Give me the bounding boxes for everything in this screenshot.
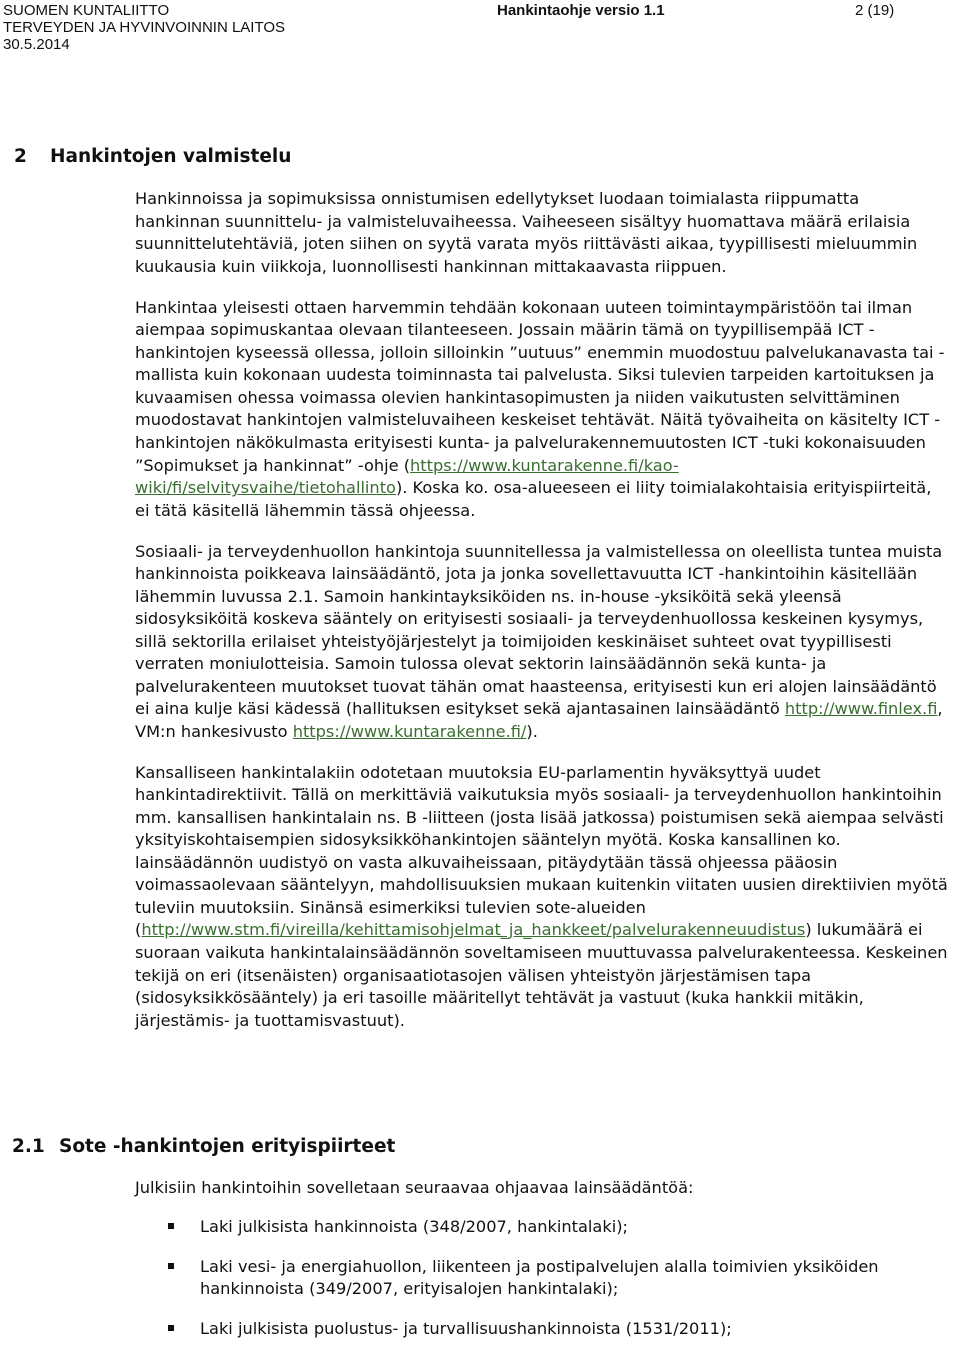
section-title: Hankintojen valmistelu <box>50 146 292 167</box>
square-bullet-icon <box>168 1325 174 1331</box>
legislation-intro: Julkisiin hankintoihin sovelletaan seuraavaa ohjaavaa lainsäädäntöä: <box>135 1178 694 1197</box>
page-header <box>0 0 960 58</box>
square-bullet-icon <box>168 1223 174 1229</box>
subsection-title: Sote -hankintojen erityispiirteet <box>59 1136 396 1157</box>
paragraph-2-text-b: ). Koska ko. osa-alueeseen ei liity toimialakohtaisia erityispiirteitä, ei tätä käsitellä lähemmin tässä ohjeessa. <box>135 478 932 520</box>
list-item-text: Laki julkisista puolustus- ja turvallisuushankinnoista (1531/2011); <box>200 1318 732 1338</box>
header-date: 30.5.2014 <box>3 36 70 53</box>
list-item-text: Laki vesi- ja energiahuollon, liikenteen ja postipalvelujen alalla toimivien yksiköiden hankinnoista (349/2007, erityisalojen hankintalaki); <box>200 1256 879 1299</box>
finlex-link[interactable]: http://www.finlex.fi <box>784 699 938 719</box>
section-number: 2 <box>14 146 27 167</box>
list-item <box>162 1318 942 1341</box>
section-heading-2 <box>14 146 291 168</box>
list-item <box>162 1256 942 1301</box>
main-body <box>135 188 949 1050</box>
header-page-number: 2 (19) <box>855 2 895 19</box>
header-doc-title: Hankintaohje versio 1.1 <box>497 2 665 19</box>
stm-link[interactable]: http://www.stm.fi/vireilla/kehittamisohjelmat_ja_hankkeet/palvelurakenneuudistus <box>141 920 806 940</box>
kuntarakenne-link[interactable]: https://www.kuntarakenne.fi/ <box>292 722 527 742</box>
paragraph-4-text-b: ) lukumäärä ei suoraan vaikuta hankintalainsäädännön soveltamiseen muuttuvassa palvelurakenteessa. Keskeinen tekijä on eri (itsenäisten) organisaatiotasojen välisen yhteistyön järjestämisen tapa (sidosyksikkösääntely) ja eri tasoille määritellyt tehtävät ja vastuut (kuka hankkii mitäkin, järjestämis- ja tuottamisvastuut). <box>135 920 948 1030</box>
list-item <box>162 1216 942 1239</box>
org-kuntaliitto: SUOMEN KUNTALIITTO <box>3 2 170 19</box>
paragraph-4 <box>135 762 949 1033</box>
legislation-list <box>162 1216 942 1357</box>
paragraph-3-text-a: Sosiaali- ja terveydenhuollon hankintoja suunnitellessa ja valmistellessa on oleellista tuntea muista hankinnoista poikkeava lainsäädäntö, jota ja jonka sovellettavuutta ICT -hankintoihin käsitellään lähemmin luvussa 2.1. Samoin hankintayksiköiden ns. in-house -yksiköitä sekä yleensä sidosyksiköitä koskeva sääntely on erityisesti sosiaali- ja terveydenhuollossa keskeinen kysymys, sillä sektorilla erilaiset yhteistyöjärjestelyt ja toimijoiden keskinäiset suhteet ovat tyypillisesti verraten moniulotteisia. Samoin tulossa olevat sektorin lainsäädännön sekä kunta- ja palvelurakenteen muutokset tuovat tähän omat haasteensa, erityisesti kun eri alojen lainsäädäntö ei aina kulje käsi kädessä (hallituksen esitykset sekä ajantasainen lainsäädäntö <box>135 541 943 719</box>
paragraph-3 <box>135 541 949 744</box>
header-organizations <box>3 2 285 53</box>
kuntarakenne-wiki-link[interactable]: https://www.kuntarakenne.fi/kao-wiki/fi/selvitysvaihe/tietohallinto <box>135 455 679 498</box>
paragraph-4-text-a: Kansalliseen hankintalakiin odotetaan muutoksia EU-parlamentin hyväksyttyä uudet hankintadirektiivit. Tällä on merkittäviä vaikutuksia myös sosiaali- ja terveydenhuollon hankintoihin mm. kansallisen hankintalain ns. B -liitteen (josta lisää jatkossa) poistumisen sekä aiempaa selvästi yksityiskohtaisempien sidosyksikköhankintojen sääntelyn myötä. Koska kansallinen ko. lainsäädännön uudistyö on vasta alkuvaiheissaan, pitäydytään tässä ohjeessa pääosin voimassaolevaan sääntelyyn, mahdollisuuksien mukaan kuitenkin viitaten uusien direktiivien myötä tuleviin muutoksiin. Sinänsä esimerkiksi tulevien sote-alueiden ( <box>135 762 948 940</box>
paragraph-3-text-b: , VM:n hankesivusto <box>135 699 943 742</box>
paragraph-2 <box>135 297 949 522</box>
paragraph-2-text-a: Hankintaa yleisesti ottaen harvemmin tehdään kokonaan uuteen toimintaympäristöön tai ilman aiempaa sopimuskantaa olevaan tilanteeseen. Jossain määrin tämä on tyypillisempää ICT -hankintojen kyseessä ollessa, jolloin silloinkin ”uutuus” enemmin muodostuu palvelukanavasta tai -mallista kuin kokonaan uudesta toiminnasta tai palvelusta. Siksi tulevien tarpeiden kartoituksen ja kuvaamisen ohessa voimassa olevien hankintasopimusten ja niiden vaikutusten selvittäminen muodostavat hankintojen valmisteluvaiheen keskeiset tehtävät. Näitä työvaiheita on käsitelty ICT -hankintojen näkökulmasta erityisesti kunta- ja palvelurakennemuutosten ICT -tuki kokonaisuuden ”Sopimukset ja hankinnat” -ohje ( <box>135 297 945 475</box>
section-heading-2-1 <box>12 1136 395 1158</box>
list-item-text: Laki julkisista hankinnoista (348/2007, hankintalaki); <box>200 1217 628 1236</box>
paragraph-3-text-c: ). <box>526 722 538 742</box>
square-bullet-icon <box>168 1263 174 1269</box>
subsection-number: 2.1 <box>12 1136 45 1157</box>
org-thl: TERVEYDEN JA HYVINVOINNIN LAITOS <box>3 19 286 36</box>
paragraph-1: Hankinnoissa ja sopimuksissa onnistumisen edellytykset luodaan toimialasta riippumatta hankinnan suunnittelu- ja valmisteluvaiheessa. Vaiheeseen sisältyy huomattava määrä erilaisia suunnittelutehtäviä, joten siihen on syytä varata myös riittävästi aikaa, tyypillisesti mieluummin kuukausia kuin viikkoja, luonnollisesti hankinnan mittakaavasta riippuen. <box>135 189 918 276</box>
